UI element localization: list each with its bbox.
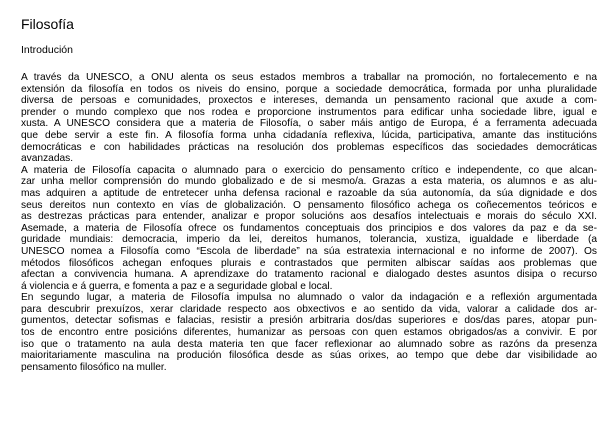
paragraph-line: que debe servir a este fin. A filosofía forma unha cidadanía reflexiva, lúcida, participativa, amante das institucións <box>21 129 597 141</box>
paragraph-line: prender o mundo complexo que nos rodea e proporcione instrumentos para edificar unha sociedade libre, igual e <box>21 106 597 118</box>
paragraph <box>21 72 597 165</box>
paragraph <box>21 165 597 293</box>
paragraph-line: diversa de persoas e comunidades, proxectos e intereses, demanda un pensamento racional que axude a com- <box>21 95 597 107</box>
paragraph-line: á violencia e á guerra, e fomenta a paz e a seguridade global e local. <box>21 280 333 292</box>
paragraph-line: iso que o tratamento na aula desta materia ten que facer reflexionar ao alumnado sobre as razóns da presenza <box>21 338 597 350</box>
paragraph-line: maioritariamente masculina na produción filosófica desde as súas orixes, ao tempo que debe dar visibilidade ao <box>21 350 597 362</box>
paragraph-line: métodos filosóficos achegan enfoques plurais e contrastados que permiten albiscar saídas aos problemas que <box>21 257 597 269</box>
paragraph-line: extensión da filosofía en todos os niveis do ensino, porque a sociedade democrática, formada por unha pluralidade <box>21 83 597 95</box>
paragraph-line: xusta. A UNESCO considera que a materia de Filosofía, o saber máis antigo de Europa, é a ferramenta adecuada <box>21 118 597 130</box>
paragraph-line: Asemade, a materia de Filosofía ofrece os fundamentos conceptuais dos principios e dos valores da paz e da se- <box>21 222 597 234</box>
paragraph-line: A materia de Filosofía capacita o alumnado para o exercicio do pensamento crítico e independente, co que alcan- <box>21 164 597 176</box>
paragraph-line: tos de encontro entre posicións diferentes, humanizar as persoas con quen estamos obrigados/as a convivir. É por <box>21 327 597 339</box>
paragraph-line: UNESCO nomea a Filosofía como “Escola de liberdade” na súa estratexia internacional e no informe de 2007). Os <box>21 245 597 257</box>
paragraph-line: guridade mundiais: democracia, imperio da lei, dereitos humanos, tolerancia, xustiza, igualdade e liberdade (a <box>21 234 597 246</box>
paragraph-line: A través da UNESCO, a ONU alenta os seus estados membros a traballar na promoción, no fortalecemento e na <box>21 72 597 83</box>
paragraph-line: En segundo lugar, a materia de Filosofía impulsa no alumnado o valor da indagación e a reflexión argumentada <box>21 292 597 304</box>
paragraph-line: avanzadas. <box>21 153 74 165</box>
paragraph-line: gumentos, detectar sofismas e falacias, resistir a presión arbitraria dos/das superiores e dos/das pares, atopar pun- <box>21 315 597 327</box>
body-text <box>21 72 597 373</box>
paragraph-line: afectan a convivencia humana. A aprendizaxe do tratamento racional e dialogado destes asuntos disipa o recurso <box>21 269 597 281</box>
section-heading: Introdución <box>21 44 73 56</box>
paragraph-line: para descubrir prexuízos, xerar claridade respecto aos obxectivos e ao sentido da vida, valorar a calidade dos ar- <box>21 303 597 315</box>
document-title: Filosofía <box>21 16 74 32</box>
paragraph-line: as destrezas prácticas para entender, analizar e propor solucións aos desafíos intelectuais e morais do século XXI. <box>21 211 597 223</box>
paragraph <box>21 292 597 373</box>
paragraph-line: pensamento filosófico na muller. <box>21 361 167 373</box>
paragraph-line: zar unha mellor comprensión do mundo globalizado e de si mesmo/a. Grazas a esta materia, os alumnos e as alu- <box>21 176 597 188</box>
paragraph-line: seus dereitos nun contexto en vías de globalización. O pensamento filosófico achega os coñecementos teóricos e <box>21 199 597 211</box>
paragraph-line: democráticas e con habilidades prácticas na resolución dos problemas específicos das sociedades democráticas <box>21 141 597 153</box>
paragraph-line: mas adquiren a aptitude de entretecer unha defensa racional e razoable da súa autonomía, da súa dignidade e dos <box>21 187 597 199</box>
